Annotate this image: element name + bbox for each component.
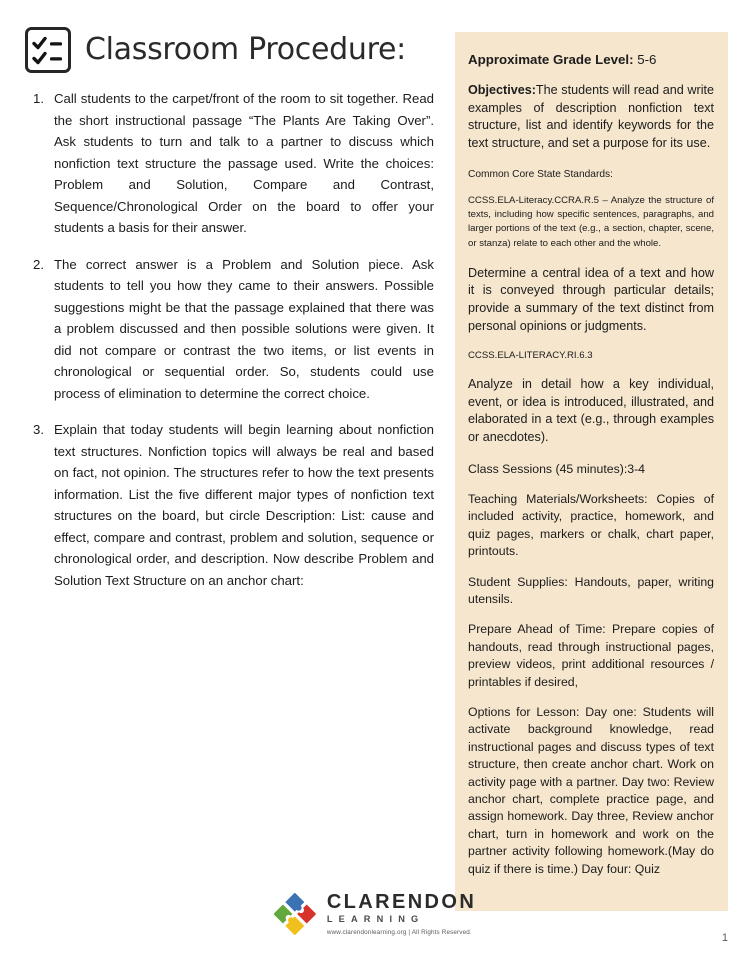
list-item-text: Call students to the carpet/front of the room to sit together. Read the short instructional passage “The Plants Are Taking Over”. Ask students to turn and talk to a partner to discuss which nonfiction text structure the passage used. Write the choices: Problem and Solution, Compare and Contrast, Sequence/Chronological Order on the board to offer your students a basis for their answer.: [54, 91, 434, 235]
options-for-lesson: Options for Lesson: Day one: Students will activate background knowledge, read instructional pages and discuss types of text structure, then create anchor chart. Work on activity page with a partner. Day two: Review anchor chart, complete practice page, and assign homework. Day three, Review anchor chart, turn in homework and work on the partner activity following homework.(May do quiz if there is time.) Day four: Quiz: [468, 705, 714, 876]
standard-ri63-body: Analyze in detail how a key individual, event, or idea is introduced, illustrated, and elaborated in a text (e.g., through examples or anecdotes).: [468, 377, 714, 444]
list-item-number: 3.: [33, 422, 44, 437]
classroom-procedure-column: [24, 26, 434, 606]
grade-level-value: 5-6: [633, 52, 657, 67]
objectives-block: [468, 82, 714, 152]
lesson-info-sidebar: [455, 32, 728, 911]
standards-heading: Common Core State Standards:: [468, 169, 613, 180]
list-item: [24, 254, 434, 405]
teaching-materials: Teaching Materials/Worksheets: Copies of included activity, practice, homework, and quiz pages, markers or chalk, chart paper, printouts.: [468, 491, 714, 559]
list-item-text: The correct answer is a Problem and Solution piece. Ask students to tell you how they came to their answers. Possible suggestions might be that the passage explained that there was a problem discussed and then possible solutions were given. It did not compare or contrast the two items, or list events in chronological or sequential order. So, students could use process of elimination to determine the correct choice.: [54, 256, 434, 401]
prepare-ahead-of-time: Prepare Ahead of Time: Prepare copies of handouts, read through instructional pages, preview videos, print additional resources / printables if desired,: [468, 622, 714, 689]
standard-code-ri63: CCSS.ELA-LITERACY.RI.6.3: [468, 350, 593, 362]
list-item-text: Explain that today students will begin learning about nonfiction text structures. Nonfiction topics will always be real and based on fact, not opinion. The structures refer to how the text presents information. List the five different major types of nonfiction text structures on the board, but circle Description: List: cause and effect, compare and contrast, problem and solution, sequence or chronological order, and description. Now describe Problem and Solution Text Structure on an anchor chart:: [54, 422, 434, 588]
grade-level-line: [468, 50, 714, 69]
page-number: 1: [721, 932, 728, 944]
clarendon-logo: [274, 892, 476, 937]
class-sessions: Class Sessions (45 minutes):3-4: [468, 461, 646, 476]
puzzle-logo-icon: [274, 893, 316, 935]
list-item-number: 2.: [33, 256, 44, 272]
page-title-row: [24, 26, 434, 74]
brand-name: CLARENDON: [326, 891, 477, 913]
student-supplies: Student Supplies: Handouts, paper, writing utensils.: [468, 574, 714, 606]
logo-text-group: [327, 892, 476, 937]
checklist-icon: [24, 26, 72, 74]
list-item: [24, 419, 434, 591]
standard-ccra-r5: CCSS.ELA-Literacy.CCRA.R.5 – Analyze the structure of texts, including how specific sentences, paragraphs, and larger portions of the text (e.g., a section, chapter, scene, or stanza) relate to each other and the whole.: [468, 195, 714, 249]
objectives-text: The students will read and write examples of description nonfiction text structure, list and identify keywords for the text structure, and set a purpose for its use.: [468, 83, 714, 150]
brand-url: www.clarendonlearning.org | All Rights Reserved.: [326, 928, 472, 936]
list-item: [24, 88, 434, 239]
objectives-label: Objectives:: [468, 83, 536, 97]
page-footer: [0, 892, 750, 952]
brand-subtitle: LEARNING: [326, 914, 425, 924]
list-item-number: 1.: [33, 91, 44, 106]
grade-level-label: Approximate Grade Level:: [468, 52, 634, 67]
page-title: Classroom Procedure:: [85, 32, 406, 67]
standard-central-idea: Determine a central idea of a text and how it is conveyed through particular details; provide a summary of the text distinct from personal opinions or judgments.: [468, 265, 714, 333]
procedure-list: [24, 88, 434, 591]
